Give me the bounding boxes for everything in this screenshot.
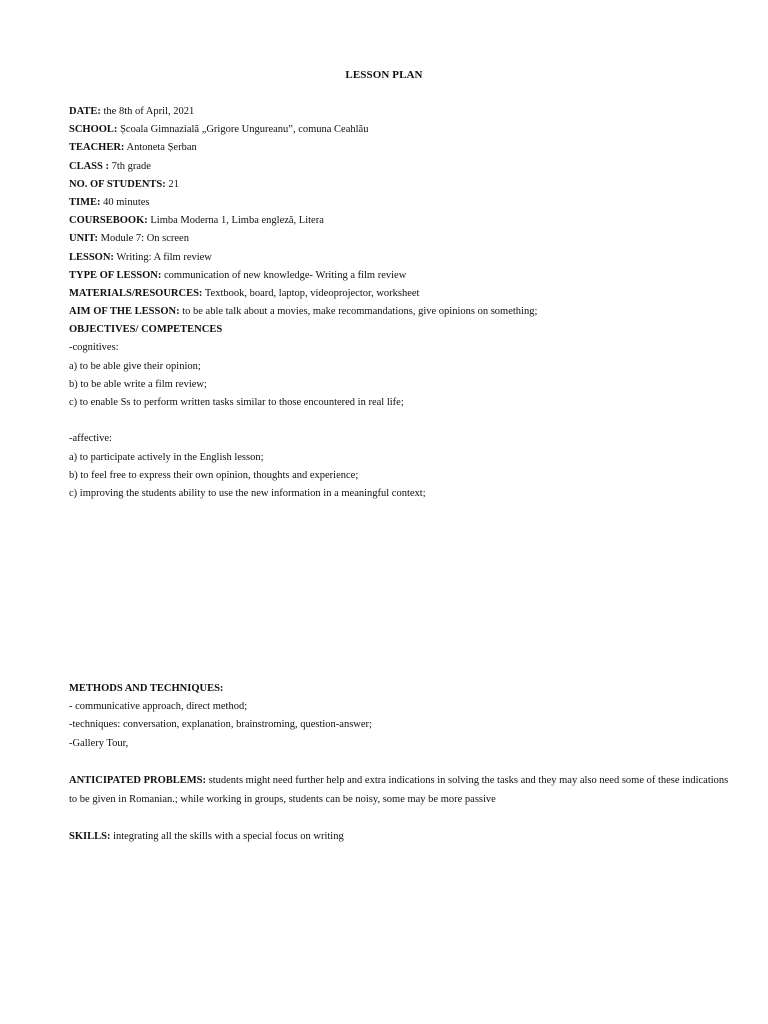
field-value: to be able talk about a movies, make recommandations, give opinions on something;: [179, 306, 538, 318]
field-label: SCHOOL:: [69, 124, 118, 136]
field-value: Școala Gimnazială „Grigore Ungureanu”, comuna Ceahlău: [117, 124, 369, 136]
field-label: COURSEBOOK:: [69, 215, 148, 227]
skills-text: integrating all the skills with a special focus on writing: [110, 831, 344, 842]
field-value: Textbook, board, laptop, videoprojector, worksheet: [202, 287, 420, 299]
cognitive-item: a) to be able give their opinion;: [69, 360, 201, 372]
field-value: communication of new knowledge- Writing a film review: [161, 269, 407, 281]
field-date: [69, 103, 729, 121]
field-value: Writing: A film review: [113, 251, 212, 263]
blank-line: [69, 412, 729, 430]
affective-item: b) to feel free to express their own opinion, thoughts and experience;: [69, 469, 359, 481]
field-materials: [69, 285, 729, 303]
field-class: [69, 158, 729, 176]
page-title: LESSON PLAN: [345, 69, 423, 81]
field-label: CLASS :: [69, 160, 109, 172]
methods-item: -Gallery Tour,: [69, 737, 129, 749]
field-label: DATE:: [69, 106, 101, 117]
header-fields: [69, 103, 729, 503]
field-label: MATERIALS/RESOURCES:: [69, 287, 203, 299]
field-label: AIM OF THE LESSON:: [69, 306, 180, 318]
field-value: Antoneta Șerban: [124, 142, 197, 154]
affective-item: c) improving the students ability to use the new information in a meaningful context;: [69, 487, 426, 499]
methods-item: -techniques: conversation, explanation, brainstroming, question-answer;: [69, 719, 372, 731]
field-type-of-lesson: [69, 267, 729, 285]
field-lesson: [69, 249, 729, 267]
field-label: TEACHER:: [69, 142, 125, 154]
affective-label: -affective:: [69, 433, 112, 445]
field-time: [69, 194, 729, 212]
field-value: the 8th of April, 2021: [100, 106, 195, 117]
methods-item: - communicative approach, direct method;: [69, 701, 248, 713]
field-value: 7th grade: [108, 160, 151, 172]
skills-section: [69, 828, 729, 846]
field-label: NO. OF STUDENTS:: [69, 178, 166, 190]
anticipated-problems: [69, 772, 729, 809]
field-teacher: [69, 139, 729, 157]
skills-label: SKILLS:: [69, 831, 111, 842]
methods-section: [69, 680, 729, 753]
skills-row: [69, 828, 729, 846]
field-no-of-students: [69, 176, 729, 194]
objectives-heading: OBJECTIVES/ COMPETENCES: [69, 324, 223, 336]
cognitive-item: b) to be able write a film review;: [69, 378, 207, 390]
field-value: Module 7: On screen: [97, 233, 189, 245]
field-value: Limba Modernа 1, Limba engleză, Litera: [147, 215, 324, 227]
field-label: TIME:: [69, 196, 101, 208]
anticipated-problems-text: students might need further help and extra indications in solving the tasks and they may also need some of these indications to be given in Romanian.; while working in groups, students can be noisy, some may be more passive: [69, 775, 729, 805]
field-value: 40 minutes: [100, 196, 150, 208]
affective-item: a) to participate actively in the English lesson;: [69, 451, 264, 463]
field-unit: [69, 230, 729, 248]
field-aim: [69, 303, 729, 321]
field-label: UNIT:: [69, 233, 98, 245]
field-value: 21: [165, 178, 179, 190]
field-school: [69, 121, 729, 139]
cognitive-label: -cognitives:: [69, 342, 119, 354]
methods-heading: METHODS AND TECHNIQUES:: [69, 683, 224, 694]
cognitive-item: c) to enable Ss to perform written tasks similar to those encountered in real life;: [69, 397, 404, 408]
field-label: TYPE OF LESSON:: [69, 269, 162, 281]
field-label: LESSON:: [69, 251, 114, 263]
anticipated-problems-label: ANTICIPATED PROBLEMS:: [69, 775, 206, 786]
field-coursebook: [69, 212, 729, 230]
